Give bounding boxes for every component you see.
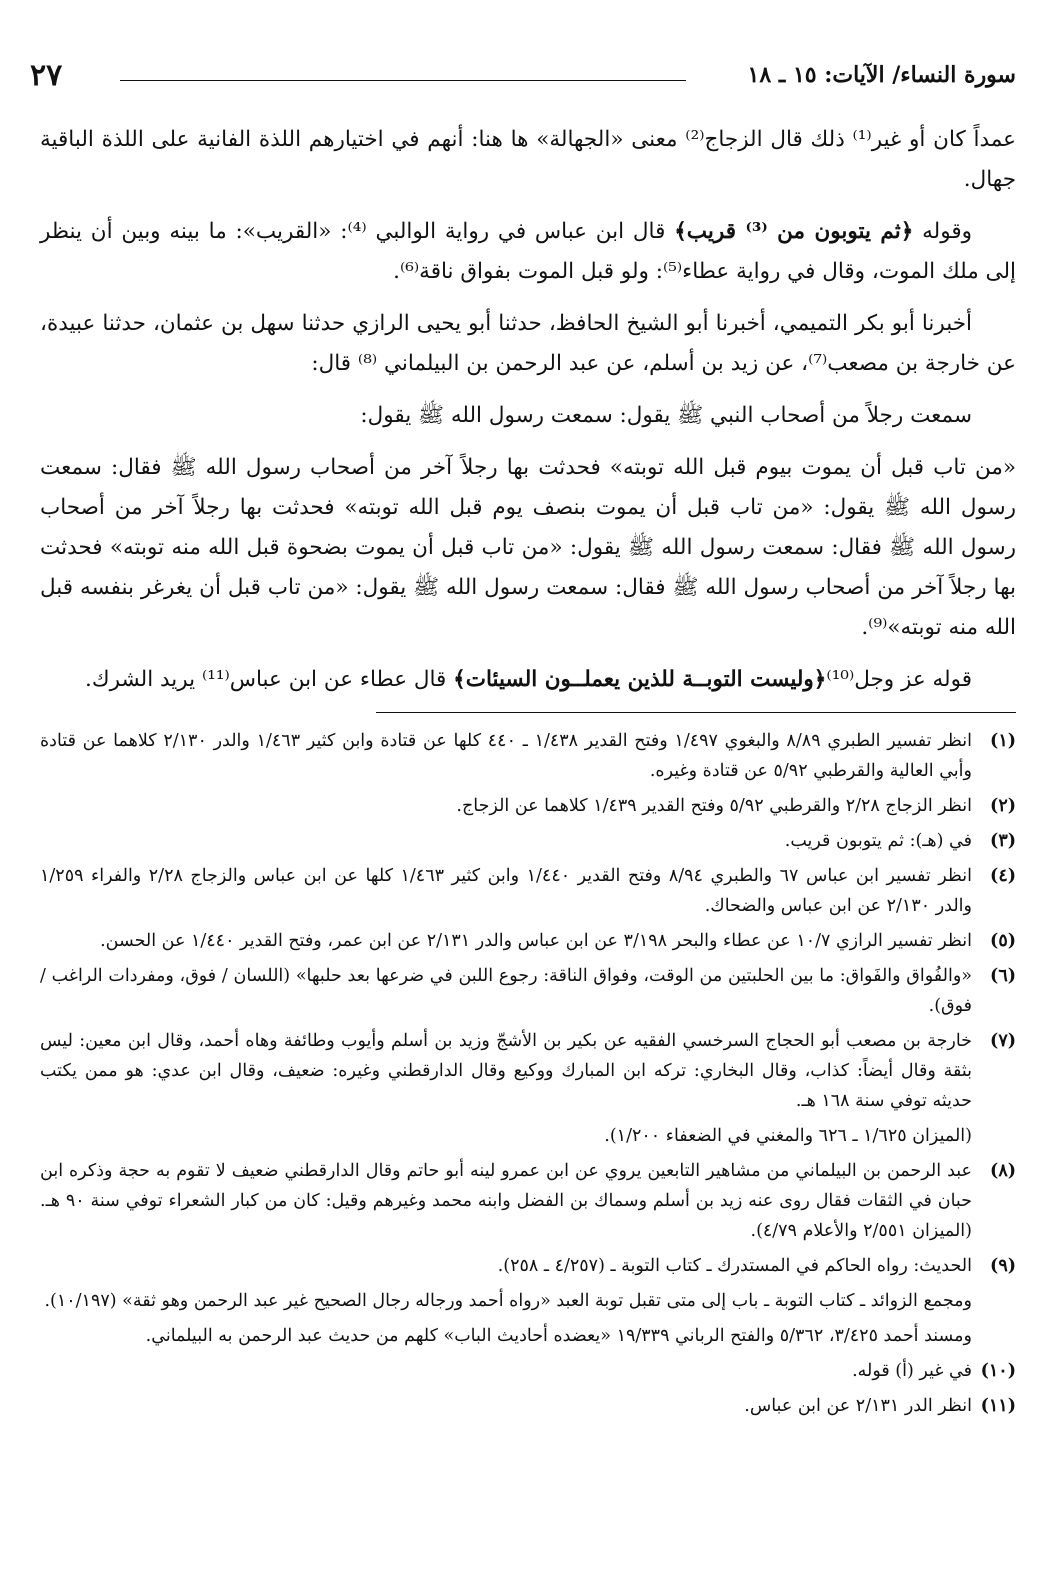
quran-verse: ﴿ثم يتوبون من ⁽³⁾ قريب﴾	[674, 219, 914, 244]
header-rule	[120, 80, 686, 81]
footnote-number: (١٠)	[980, 1361, 1016, 1381]
footnote-number: (١)	[990, 731, 1016, 751]
footnotes	[40, 726, 1016, 1426]
quran-verse-2: ﴿وليست التوبــة للذين يعملــون السيئات﴾	[453, 667, 827, 692]
footnote-text: انظر تفسير الرازي ١٠/٧ عن عطاء والبحر ٣/١٩٨ عن ابن عباس والدر ٢/١٣١ عن ابن عمر، وفتح القدير ١/٤٤٠ عن الحسن.	[100, 931, 972, 951]
footnote	[40, 861, 1016, 921]
footnote-number: (٥)	[990, 931, 1016, 951]
footnote	[40, 726, 1016, 786]
footnote-continuation: ومجمع الزوائد ـ كتاب التوبة ـ باب إلى متى تقبل توبة العبد «رواه أحمد ورجاله رجال الصحيح غير عبد الرحمن وهو ثقة» (١٠/١٩٧).	[44, 1291, 972, 1311]
footnote	[40, 1251, 1016, 1281]
footnote-number: (٩)	[990, 1256, 1016, 1276]
footnote-continuation: (الميزان ١/٦٢٥ ـ ٦٢٦ والمغني في الضعفاء ١/٢٠٠).	[604, 1126, 972, 1146]
paragraph-1: عمداً كان أو غير⁽¹⁾ ذلك قال الزجاج⁽²⁾ معنى «الجهالة» ها هنا: أنهم في اختيارهم اللذة الفانية على اللذة الباقية جهال.	[40, 127, 1016, 192]
running-header	[30, 58, 1016, 98]
paragraph-2	[40, 212, 1016, 292]
page-number: ٢٧	[30, 58, 63, 93]
footnote-text: انظر تفسير الطبري ٨/٨٩ والبغوي ١/٤٩٧ وفتح القدير ١/٤٣٨ ـ ٤٤٠ كلها عن قتادة وابن كثير ١/٤٦٣ والدر ٢/١٣٠ كلاهما عن قتادة وأبي العالية والقرطبي ٥/٩٢ عن قتادة وغيره.	[40, 731, 972, 781]
footnote	[40, 826, 1016, 856]
paragraph-4: سمعت رجلاً من أصحاب النبي ﷺ يقول: سمعت رسول الله ﷺ يقول:	[360, 403, 972, 428]
footnote-number: (٨)	[990, 1161, 1016, 1181]
footnote	[40, 1356, 1016, 1386]
footnote-number: (٤)	[990, 866, 1016, 886]
footnote-number: (١١)	[980, 1396, 1016, 1416]
footnote-text: الحديث: رواه الحاكم في المستدرك ـ كتاب التوبة ـ (٤/٢٥٧ ـ ٢٥٨).	[497, 1256, 972, 1276]
footnote-divider	[376, 712, 1016, 713]
footnote-continuation: ومسند أحمد ٣/٤٢٥، ٥/٣٦٢ والفتح الرباني ١٩/٣٣٩ «يعضده أحاديث الباب» كلهم من حديث عبد الرحمن به البيلماني.	[145, 1326, 972, 1346]
footnote	[40, 791, 1016, 821]
footnote-text: في (هـ): ثم يتوبون قريب.	[784, 831, 972, 851]
footnote-text: انظر الدر ٢/١٣١ عن ابن عباس.	[744, 1396, 972, 1416]
chapter-title: سورة النساء/ الآيات: ١٥ ـ ١٨	[747, 62, 1016, 88]
paragraph-6	[40, 660, 1016, 700]
footnote-number: (٢)	[990, 796, 1016, 816]
footnote	[40, 1026, 1016, 1116]
footnote-text: عبد الرحمن بن البيلماني من مشاهير التابعين يروي عن ابن عمرو لينه أبو حاتم وقال الدارقطني ضعيف لا تقوم به حجة وذكره ابن حبان في الثقات فقال روى عنه زيد بن أسلم وسماك بن الفضل وابنه محمد وغيرهم وقيل: كان من كبار الشعراء توفي سنة ٩٠ هـ. (الميزان ٢/٥٥١ والأعلام ٤/٧٩).	[40, 1161, 973, 1241]
p6-rest: قال عطاء عن ابن عباس⁽¹¹⁾ يريد الشرك.	[85, 667, 447, 692]
paragraph-hadith: «من تاب قبل أن يموت بيوم قبل الله توبته» فحدثت بها رجلاً آخر من أصحاب رسول الله ﷺ فقال: سمعت رسول الله ﷺ يقول: «من تاب قبل أن يموت بنصف يوم قبل الله توبته» فحدثت بها رجلاً آخر من أصحاب رسول الله ﷺ فقال: سمعت رسول الله ﷺ يقول: «من تاب قبل أن يموت بضحوة قبل الله منه توبته» فحدثت بها رجلاً آخر من أصحاب رسول الله ﷺ فقال: سمعت رسول الله ﷺ يقول: «من تاب قبل أن يغرغر بنفسه قبل الله منه توبته»⁽⁹⁾.	[40, 455, 1017, 640]
footnote-text: انظر الزجاج ٢/٢٨ والقرطبي ٥/٩٢ وفتح القدير ١/٤٣٩ كلاهما عن الزجاج.	[456, 796, 972, 816]
footnote	[40, 1156, 1016, 1246]
footnote-number: (٣)	[990, 831, 1016, 851]
p2-intro: وقوله	[922, 219, 972, 244]
footnote-text: انظر تفسير ابن عباس ٦٧ والطبري ٨/٩٤ وفتح القدير ١/٤٤٠ وابن كثير ١/٤٦٣ كلها عن ابن عباس والزجاج ٢/٢٨ والفراء ١/٢٥٩ والدر ٢/١٣٠ عن ابن عباس والضحاك.	[40, 866, 972, 916]
footnote-number: (٦)	[990, 966, 1016, 986]
main-text	[40, 120, 1016, 712]
footnote-text: في غير (أ) قوله.	[852, 1361, 972, 1381]
footnote	[40, 961, 1016, 1021]
p6-intro: قوله عز وجل⁽¹⁰⁾	[826, 667, 972, 692]
p2-rest: قال ابن عباس في رواية الوالبي ⁽⁴⁾: «القريب»: ما بينه وبين أن ينظر إلى ملك الموت، وقال في رواية عطاء⁽⁵⁾: ولو قبل الموت بفواق ناقة⁽⁶⁾.	[40, 219, 1016, 284]
footnote-text: خارجة بن مصعب أبو الحجاج السرخسي الفقيه عن بكير بن الأشجّ وزيد بن أسلم وأيوب وطائفة وهاه أحمد، وقال ابن معين: ليس بثقة وقال أيضاً: كذاب، وقال البخاري: تركه ابن المبارك ووكيع وقال الدارقطني وغيره: ضعيف، وقال ابن عدي: هو ممن يكتب حديثه توفي سنة ١٦٨ هـ.	[40, 1031, 972, 1111]
footnote-text: «والفُواق والفَواق: ما بين الحلبتين من الوقت، وفواق الناقة: رجوع اللبن في ضرعها بعد حلبها» (اللسان / فوق، ومفردات الراغب / فوق).	[40, 966, 972, 1016]
footnote	[40, 1391, 1016, 1421]
footnote	[40, 926, 1016, 956]
footnote-number: (٧)	[990, 1031, 1016, 1051]
paragraph-isnad: أخبرنا أبو بكر التميمي، أخبرنا أبو الشيخ الحافظ، حدثنا أبو يحيى الرازي حدثنا سهل بن عثمان، حدثنا عبيدة، عن خارجة بن مصعب⁽⁷⁾، عن زيد بن أسلم، عن عبد الرحمن بن البيلماني ⁽⁸⁾ قال:	[40, 311, 1016, 376]
